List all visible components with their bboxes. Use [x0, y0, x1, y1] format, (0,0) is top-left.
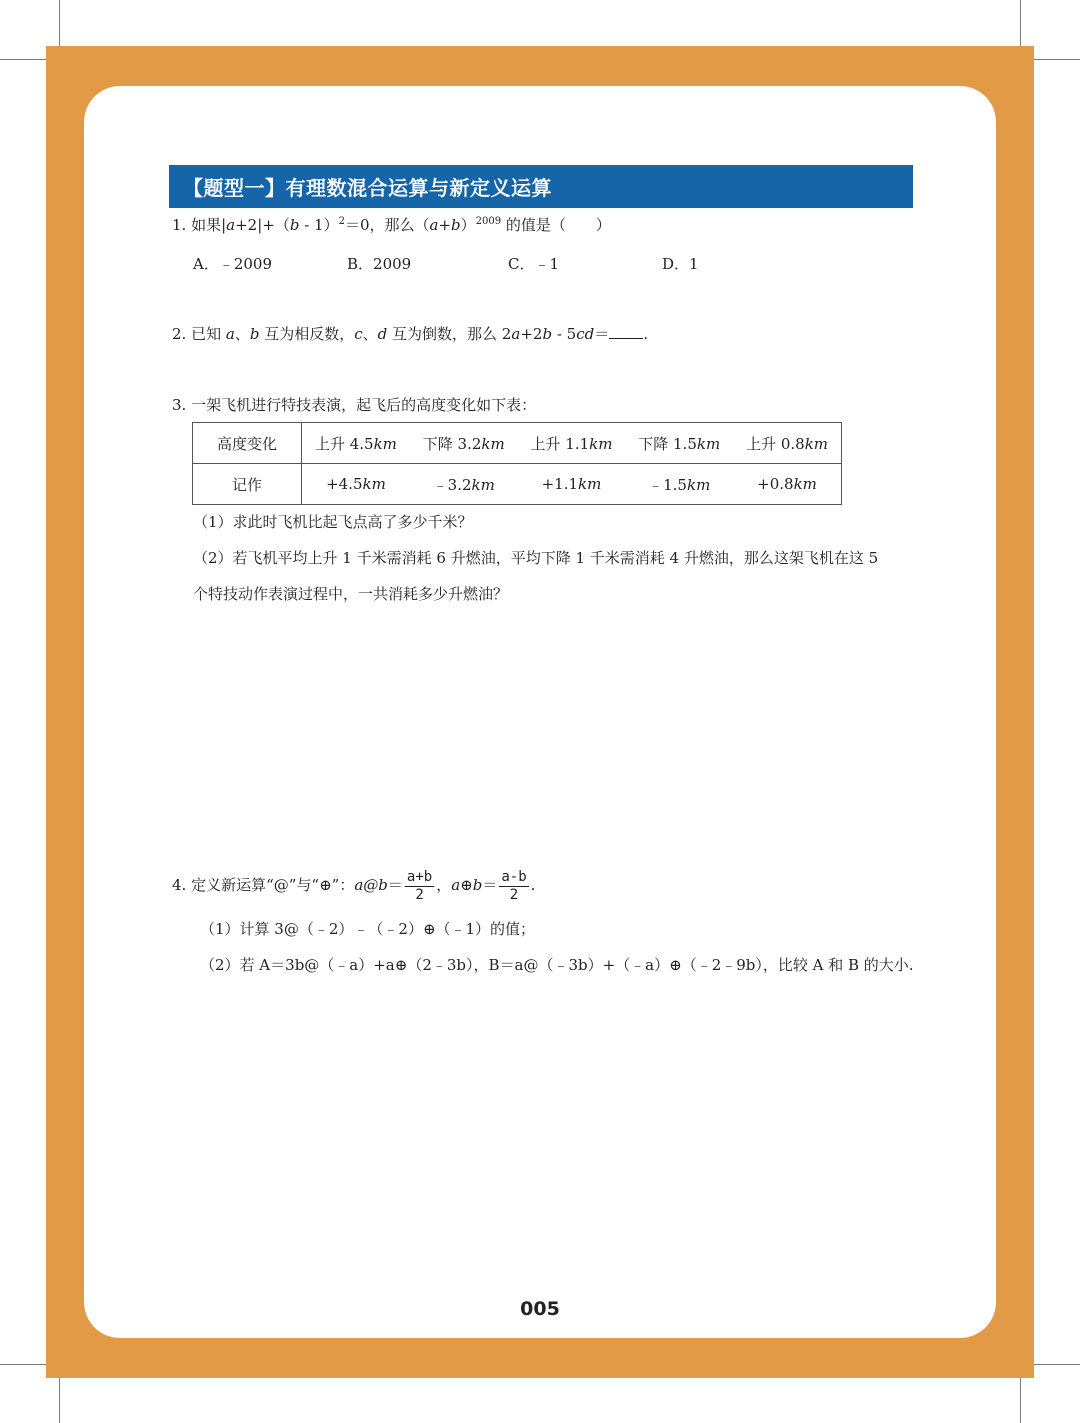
crop-mark — [59, 1378, 60, 1423]
crop-mark — [0, 1364, 46, 1365]
table-header-cell: 高度变化 — [193, 423, 302, 464]
option-a: A．﹣2009 — [193, 255, 273, 273]
table-cell: 下降 1.5km — [625, 423, 733, 464]
table-row — [193, 423, 842, 464]
crop-mark — [0, 59, 46, 60]
question-3-part-1: （1）求此时飞机比起飞点高了多少千米？ — [193, 513, 473, 531]
answer-blank — [609, 326, 643, 339]
table-cell: +1.1km — [518, 464, 626, 505]
page-number: 005 — [520, 1298, 560, 1320]
section-title: 【题型一】有理数混合运算与新定义运算 — [183, 176, 552, 200]
question-3-part-2: （2）若飞机平均上升 1 千米需消耗 6 升燃油，平均下降 1 千米需消耗 4 升燃油，那么这架飞机在这 5 — [193, 549, 879, 567]
table-cell: 下降 3.2km — [410, 423, 518, 464]
crop-mark — [1034, 1364, 1080, 1365]
table-cell: +4.5km — [302, 464, 410, 505]
question-3-part-2-cont: 个特技动作表演过程中，一共消耗多少升燃油？ — [193, 585, 509, 603]
option-b: B．2009 — [347, 255, 412, 273]
table-cell: 上升 1.1km — [518, 423, 626, 464]
table-cell: ﹣1.5km — [625, 464, 733, 505]
crop-mark — [1020, 1378, 1021, 1423]
altitude-table — [192, 422, 842, 505]
section-banner — [169, 165, 913, 208]
table-row — [193, 464, 842, 505]
question-1: 1. 如果|a+2|+（b - 1）$^2$＝0，那么$(a+b)^{2009}$ 的值是（ ） — [172, 216, 611, 234]
question-4-part-1: （1）计算 3@（﹣2）﹣（﹣2）⊕（﹣1）的值； — [200, 920, 536, 938]
table-cell: 上升 0.8km — [733, 423, 841, 464]
question-4: 4. 定义新运算“@”与“⊕”：a@b＝ $\frac{a+b}{2}$ ，a⊕b＝ $\frac{a-b}{2}$ . — [172, 868, 536, 903]
option-c: C．﹣1 — [508, 255, 560, 273]
fraction: $\frac{a-b}{2}$ — [501, 868, 527, 903]
question-2: 2. 已知 a、b 互为相反数，c、d 互为倒数，那么 2a+2b - 5cd＝ . — [172, 325, 649, 343]
table-cell: 上升 4.5km — [302, 423, 410, 464]
question-3: 3. 一架飞机进行特技表演，起飞后的高度变化如下表： — [172, 396, 537, 414]
crop-mark — [1034, 59, 1080, 60]
fraction: $\frac{a+b}{2}$ — [406, 868, 433, 903]
crop-mark — [1020, 0, 1021, 46]
option-d: D．1 — [662, 255, 699, 273]
table-cell: +0.8km — [733, 464, 841, 505]
table-header-cell: 记作 — [193, 464, 302, 505]
table-cell: ﹣3.2km — [410, 464, 518, 505]
crop-mark — [59, 0, 60, 46]
question-4-part-2: （2）若 A＝3b@（﹣a）+a⊕（2﹣3b），B＝a@（﹣3b）+（﹣a）⊕（﹣2﹣9b），比较 A 和 B 的大小. — [200, 956, 914, 974]
